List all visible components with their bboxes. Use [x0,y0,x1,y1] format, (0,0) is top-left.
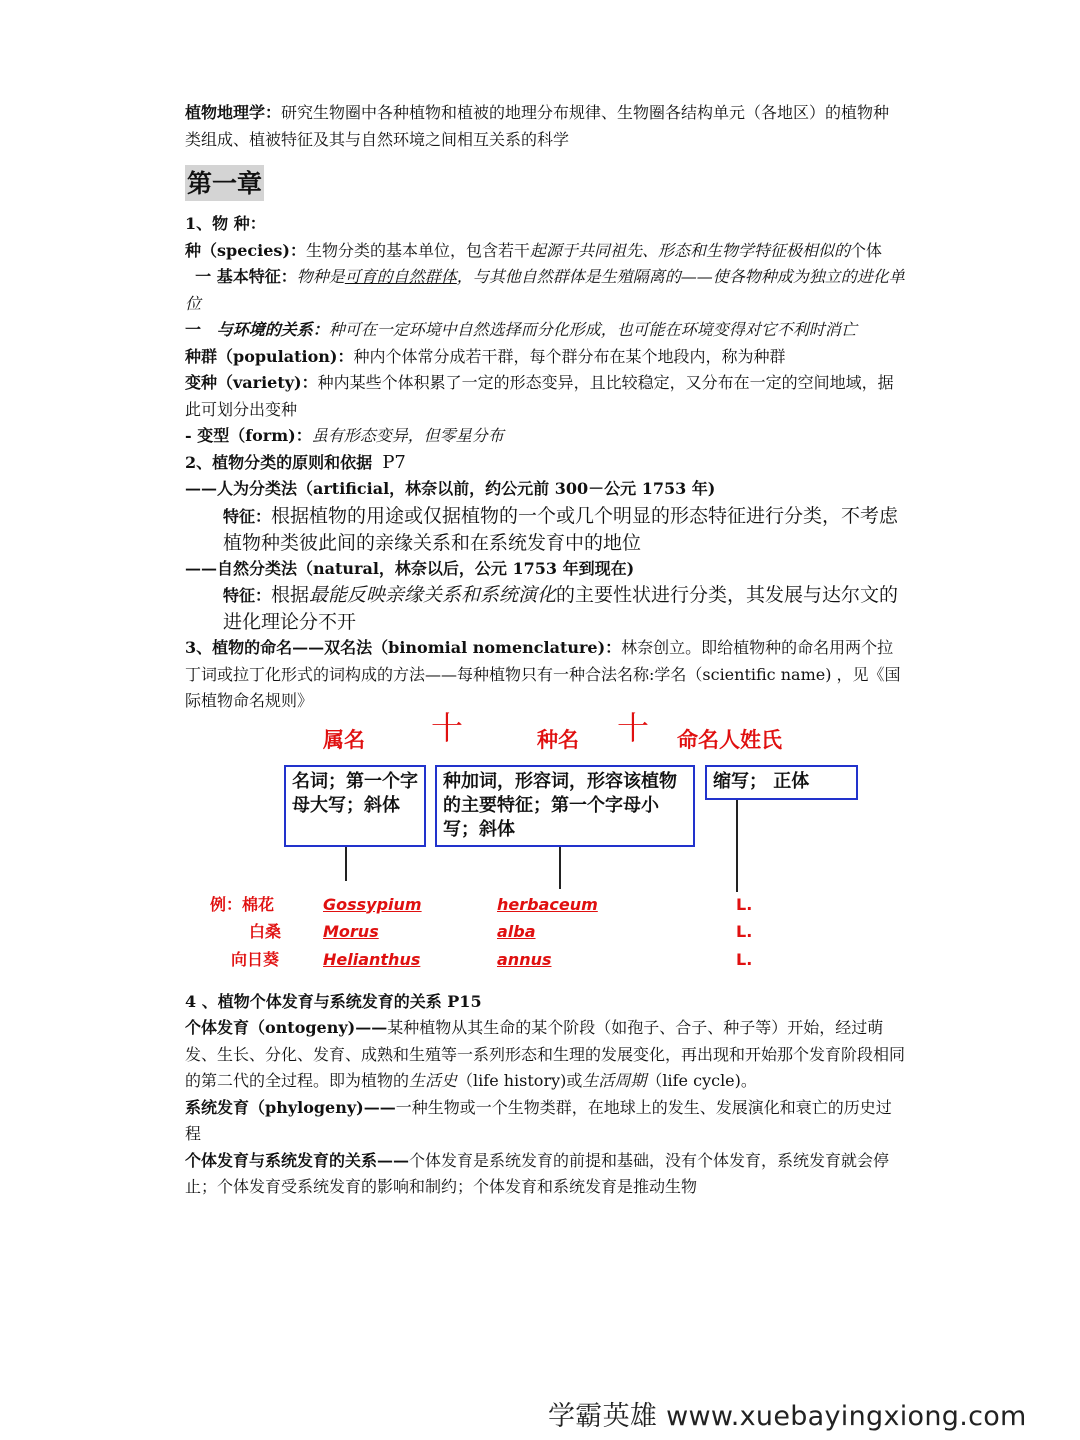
species-rule-box: 种加词，形容词，形容该植物的主要特征；第一个字母小写；斜体 [435,765,695,847]
phylogeny-paragraph: 系统发育（phylogeny)——一种生物或一个生物类群，在地球上的发生、发展演化和衰亡的历史过程 [185,1097,892,1143]
example-species: alba [497,921,536,941]
plus-sign-2: 十 [617,708,650,747]
example-name: 向日葵 [231,949,280,969]
genus-rule-box: 名词；第一个字母大写；斜体 [284,765,426,847]
artificial-classification: ——人为分类法（artificial，林奈以前，约公元前 300－公元 1753 年) [185,479,716,498]
environment-relation: 一 与环境的关系：种可在一定环境中自然选择而分化形成，也可能在环境变得对它不利时消亡 [185,320,857,339]
relation-paragraph: 个体发育与系统发育的关系——个体发育是系统发育的前提和基础，没有个体发育，系统发育就会停止；个体发育受系统发育的影响和制约；个体发育和系统发育是推动生物 [185,1150,890,1196]
author-header: 命名人姓氏 [677,727,782,752]
document-body [185,100,905,1201]
binomial-diagram [185,708,905,981]
form-definition: - 变型（form)：虽有形态变异，但零星分布 [185,426,504,445]
species-definition: 种（species)：生物分类的基本单位，包含若干起源于共同祖先、形态和生物学特征极相似的个体 [185,240,883,260]
example-author: L. [736,894,753,914]
example-label: 例：棉花 [210,894,275,914]
artificial-feature: 特征：根据植物的用途或仅据植物的一个或几个明显的形态特征进行分类，不考虑植物种类彼此间的亲缘关系和在系统发育中的地位 [223,504,899,554]
species-header: 种名 [537,727,579,752]
example-name: 白桑 [249,921,282,941]
natural-classification: ——自然分类法（natural，林奈以后，公元 1753 年到现在) [185,558,635,578]
example-genus: Helianthus [323,949,421,969]
example-species: annus [497,949,552,969]
example-author: L. [736,949,753,969]
section-3-paragraph: 3、植物的命名——双名法（binomial nomenclature)：林奈创立。即给植物种的命名用两个拉丁词或拉丁化形式的词构成的方法——每种植物只有一种合法名称:学名（scientific name) ，见《国际植物命名规则》 [185,638,901,710]
genus-header: 属名 [323,727,365,752]
site-watermark: 学霸英雄 www.xuebayingxiong.com [548,1401,1027,1432]
author-rule-box: 缩写； 正体 [705,765,858,800]
author-connector [736,800,738,892]
natural-feature: 特征：根据最能反映亲缘关系和系统演化的主要性状进行分类，其发展与达尔文的进化理论分不开 [223,584,899,633]
species-connector [559,847,561,889]
section-1-heading: 1、物 种： [185,214,266,233]
example-genus: Gossypium [323,894,422,914]
chapter-title: 第一章 [185,165,264,201]
intro-paragraph: 植物地理学：研究生物圈中各种植物和植被的地理分布规律、生物圈各结构单元（各地区）的植物种类组成、植被特征及其与自然环境之间相互关系的科学 [185,103,890,149]
variety-definition: 变种（variety)：种内某些个体积累了一定的形态变异，且比较稳定，又分布在一定的空间地域，据此可划分出变种 [185,373,894,419]
population-definition: 种群（population)：种内个体常分成若干群，每个群分布在某个地段内，称为种群 [185,346,786,366]
genus-connector [345,847,347,881]
example-author: L. [736,921,753,941]
basic-features: 一 基本特征：物种是可育的自然群体，与其他自然群体是生殖隔离的——使各物种成为独立的进化单位 [185,267,905,313]
plus-sign-1: 十 [431,708,464,747]
ontogeny-paragraph: 个体发育（ontogeny)——某种植物从其生命的某个阶段（如孢子、合子、种子等）开始，经过萌发、生长、分化、发育、成熟和生殖等一系列形态和生理的发展变化，再出现和开始那个发育阶段相同的第二代的全过程。即为植物的生活史（life history)或生活周期（life cycle)。 [185,1018,906,1090]
section-2-heading: 2、植物分类的原则和依据 P7 [185,451,406,473]
example-species: herbaceum [497,894,598,914]
section-4-heading: 4 、植物个体发育与系统发育的关系 P15 [185,991,482,1011]
example-genus: Morus [323,921,379,941]
